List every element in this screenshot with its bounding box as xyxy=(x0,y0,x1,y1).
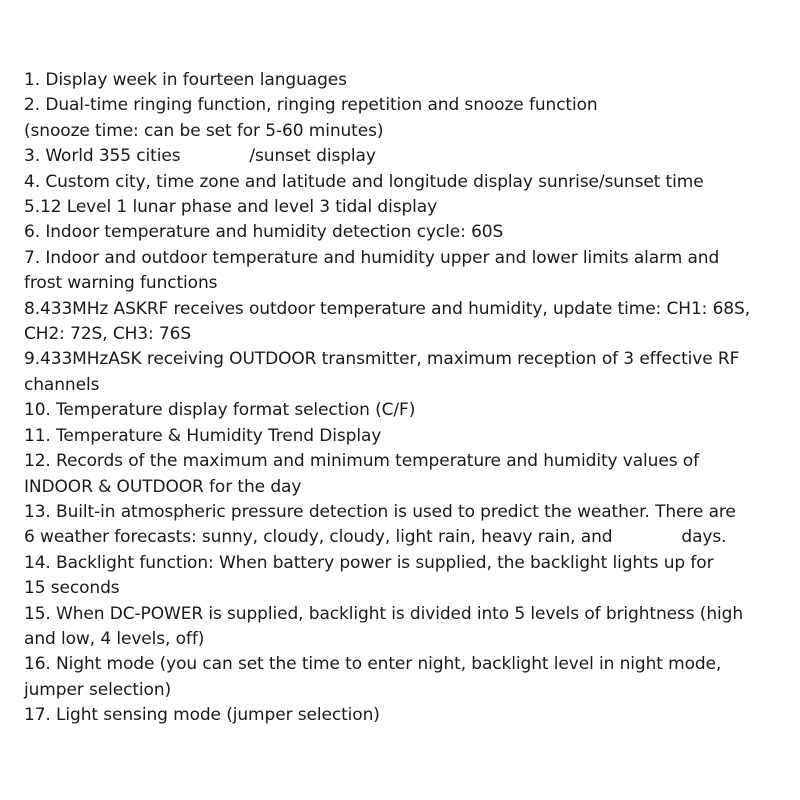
feature-line: 6. Indoor temperature and humidity detection cycle: 60S xyxy=(24,222,504,243)
feature-line: 4. Custom city, time zone and latitude and longitude display sunrise/sunset time xyxy=(24,171,704,192)
feature-line: 3. World 355 cities /sunset display xyxy=(24,146,376,167)
feature-line: 10. Temperature display format selection (C/F) xyxy=(24,400,416,421)
feature-line: CH2: 72S, CH3: 76S xyxy=(24,324,192,345)
feature-line: 1. Display week in fourteen languages xyxy=(24,70,347,90)
feature-line: jumper selection) xyxy=(24,679,172,700)
feature-line: INDOOR & OUTDOOR for the day xyxy=(24,476,302,497)
feature-line: 11. Temperature & Humidity Trend Display xyxy=(24,425,382,446)
feature-line: and low, 4 levels, off) xyxy=(24,628,205,649)
feature-line: 5.12 Level 1 lunar phase and level 3 tidal display xyxy=(24,197,438,218)
feature-line: 6 weather forecasts: sunny, cloudy, cloudy, light rain, heavy rain, and days. xyxy=(24,527,727,548)
feature-line: 17. Light sensing mode (jumper selection) xyxy=(24,705,380,726)
feature-line: 14. Backlight function: When battery power is supplied, the backlight lights up for xyxy=(24,552,714,573)
feature-line: 7. Indoor and outdoor temperature and humidity upper and lower limits alarm and xyxy=(24,247,720,268)
feature-line: frost warning functions xyxy=(24,273,218,294)
feature-line: 2. Dual-time ringing function, ringing repetition and snooze function xyxy=(24,95,598,116)
feature-line: 16. Night mode (you can set the time to enter night, backlight level in night mode, xyxy=(24,654,722,675)
feature-line: 13. Built-in atmospheric pressure detection is used to predict the weather. There are xyxy=(24,501,736,522)
feature-list xyxy=(24,68,794,729)
feature-line: 15 seconds xyxy=(24,578,120,599)
feature-line: channels xyxy=(24,374,100,395)
feature-line: 8.433MHz ASKRF receives outdoor temperature and humidity, update time: CH1: 68S, xyxy=(24,298,751,319)
feature-line: 12. Records of the maximum and minimum temperature and humidity values of xyxy=(24,451,699,472)
feature-line: 9.433MHzASK receiving OUTDOOR transmitter, maximum reception of 3 effective RF xyxy=(24,349,740,370)
feature-line: (snooze time: can be set for 5-60 minutes) xyxy=(24,120,384,141)
feature-line: 15. When DC-POWER is supplied, backlight is divided into 5 levels of brightness (high xyxy=(24,603,744,624)
